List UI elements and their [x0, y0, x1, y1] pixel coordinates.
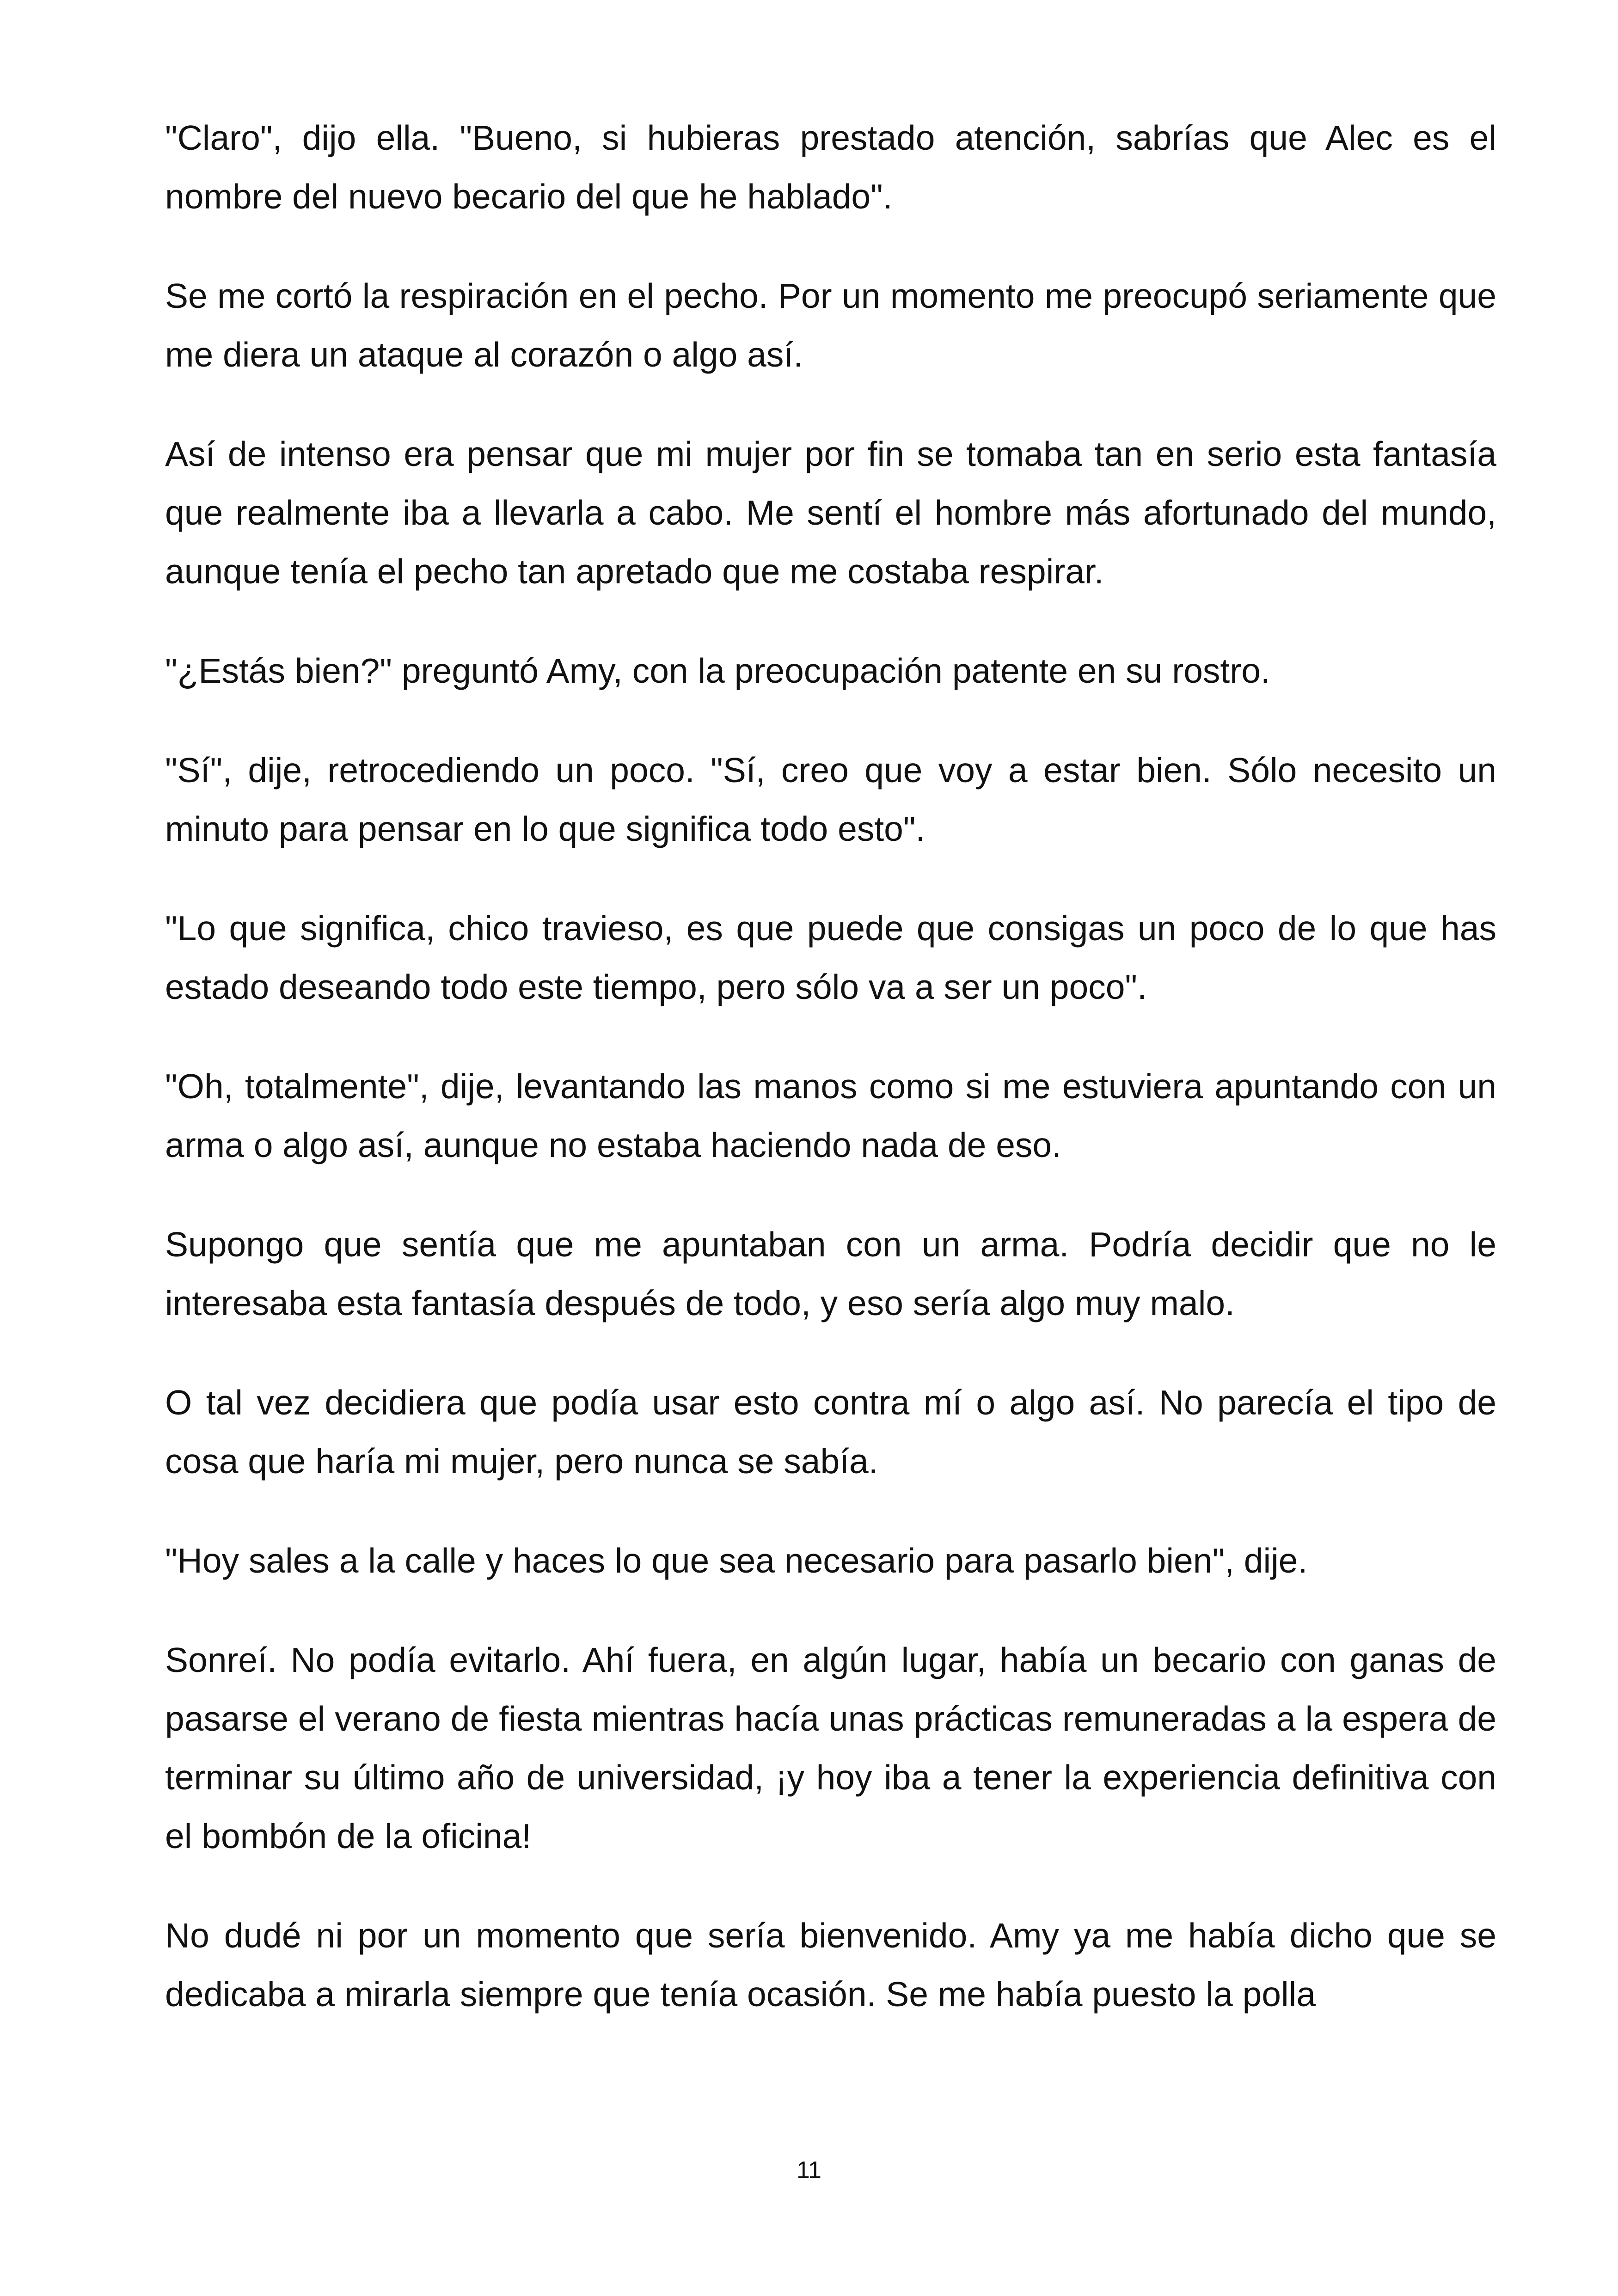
- paragraph-3: Así de intenso era pensar que mi mujer por fin se tomaba tan en serio esta fantasía que realmente iba a llevarla a cabo. Me sentí el hombre más afortunado del mundo, aunque tenía el pecho tan apretado que me costaba respirar.: [165, 435, 1496, 591]
- paragraph-10: "Hoy sales a la calle y haces lo que sea necesario para pasarlo bien", dije.: [165, 1541, 1308, 1580]
- body-text: [165, 109, 1496, 2024]
- paragraph-6: "Lo que significa, chico travieso, es que puede que consigas un poco de lo que has estado deseando todo este tiempo, pero sólo va a ser un poco".: [165, 909, 1496, 1006]
- paragraph-4: "¿Estás bien?" preguntó Amy, con la preocupación patente en su rostro.: [165, 651, 1270, 690]
- paragraph-7: "Oh, totalmente", dije, levantando las manos como si me estuviera apuntando con un arma o algo así, aunque no estaba haciendo nada de eso.: [165, 1067, 1496, 1164]
- paragraph-5: "Sí", dije, retrocediendo un poco. "Sí, creo que voy a estar bien. Sólo necesito un minuto para pensar en lo que significa todo esto".: [165, 751, 1496, 848]
- paragraph-1: "Claro", dijo ella. "Bueno, si hubieras prestado atención, sabrías que Alec es el nombre del nuevo becario del que he hablado".: [165, 118, 1496, 216]
- paragraph-9: O tal vez decidiera que podía usar esto contra mí o algo así. No parecía el tipo de cosa que haría mi mujer, pero nunca se sabía.: [165, 1383, 1496, 1481]
- page-number: 11: [797, 2157, 821, 2184]
- paragraph-11: Sonreí. No podía evitarlo. Ahí fuera, en algún lugar, había un becario con ganas de pasarse el verano de fiesta mientras hacía unas prácticas remuneradas a la espera de terminar su último año de universidad, ¡y hoy iba a tener la experiencia definitiva con el bombón de la oficina!: [165, 1641, 1496, 1855]
- paragraph-2: Se me cortó la respiración en el pecho. Por un momento me preocupó seriamente que me diera un ataque al corazón o algo así.: [165, 276, 1496, 374]
- paragraph-12: No dudé ni por un momento que sería bienvenido. Amy ya me había dicho que se dedicaba a mirarla siempre que tenía ocasión. Se me había puesto la polla: [165, 1916, 1496, 2014]
- paragraph-8: Supongo que sentía que me apuntaban con un arma. Podría decidir que no le interesaba esta fantasía después de todo, y eso sería algo muy malo.: [165, 1225, 1496, 1322]
